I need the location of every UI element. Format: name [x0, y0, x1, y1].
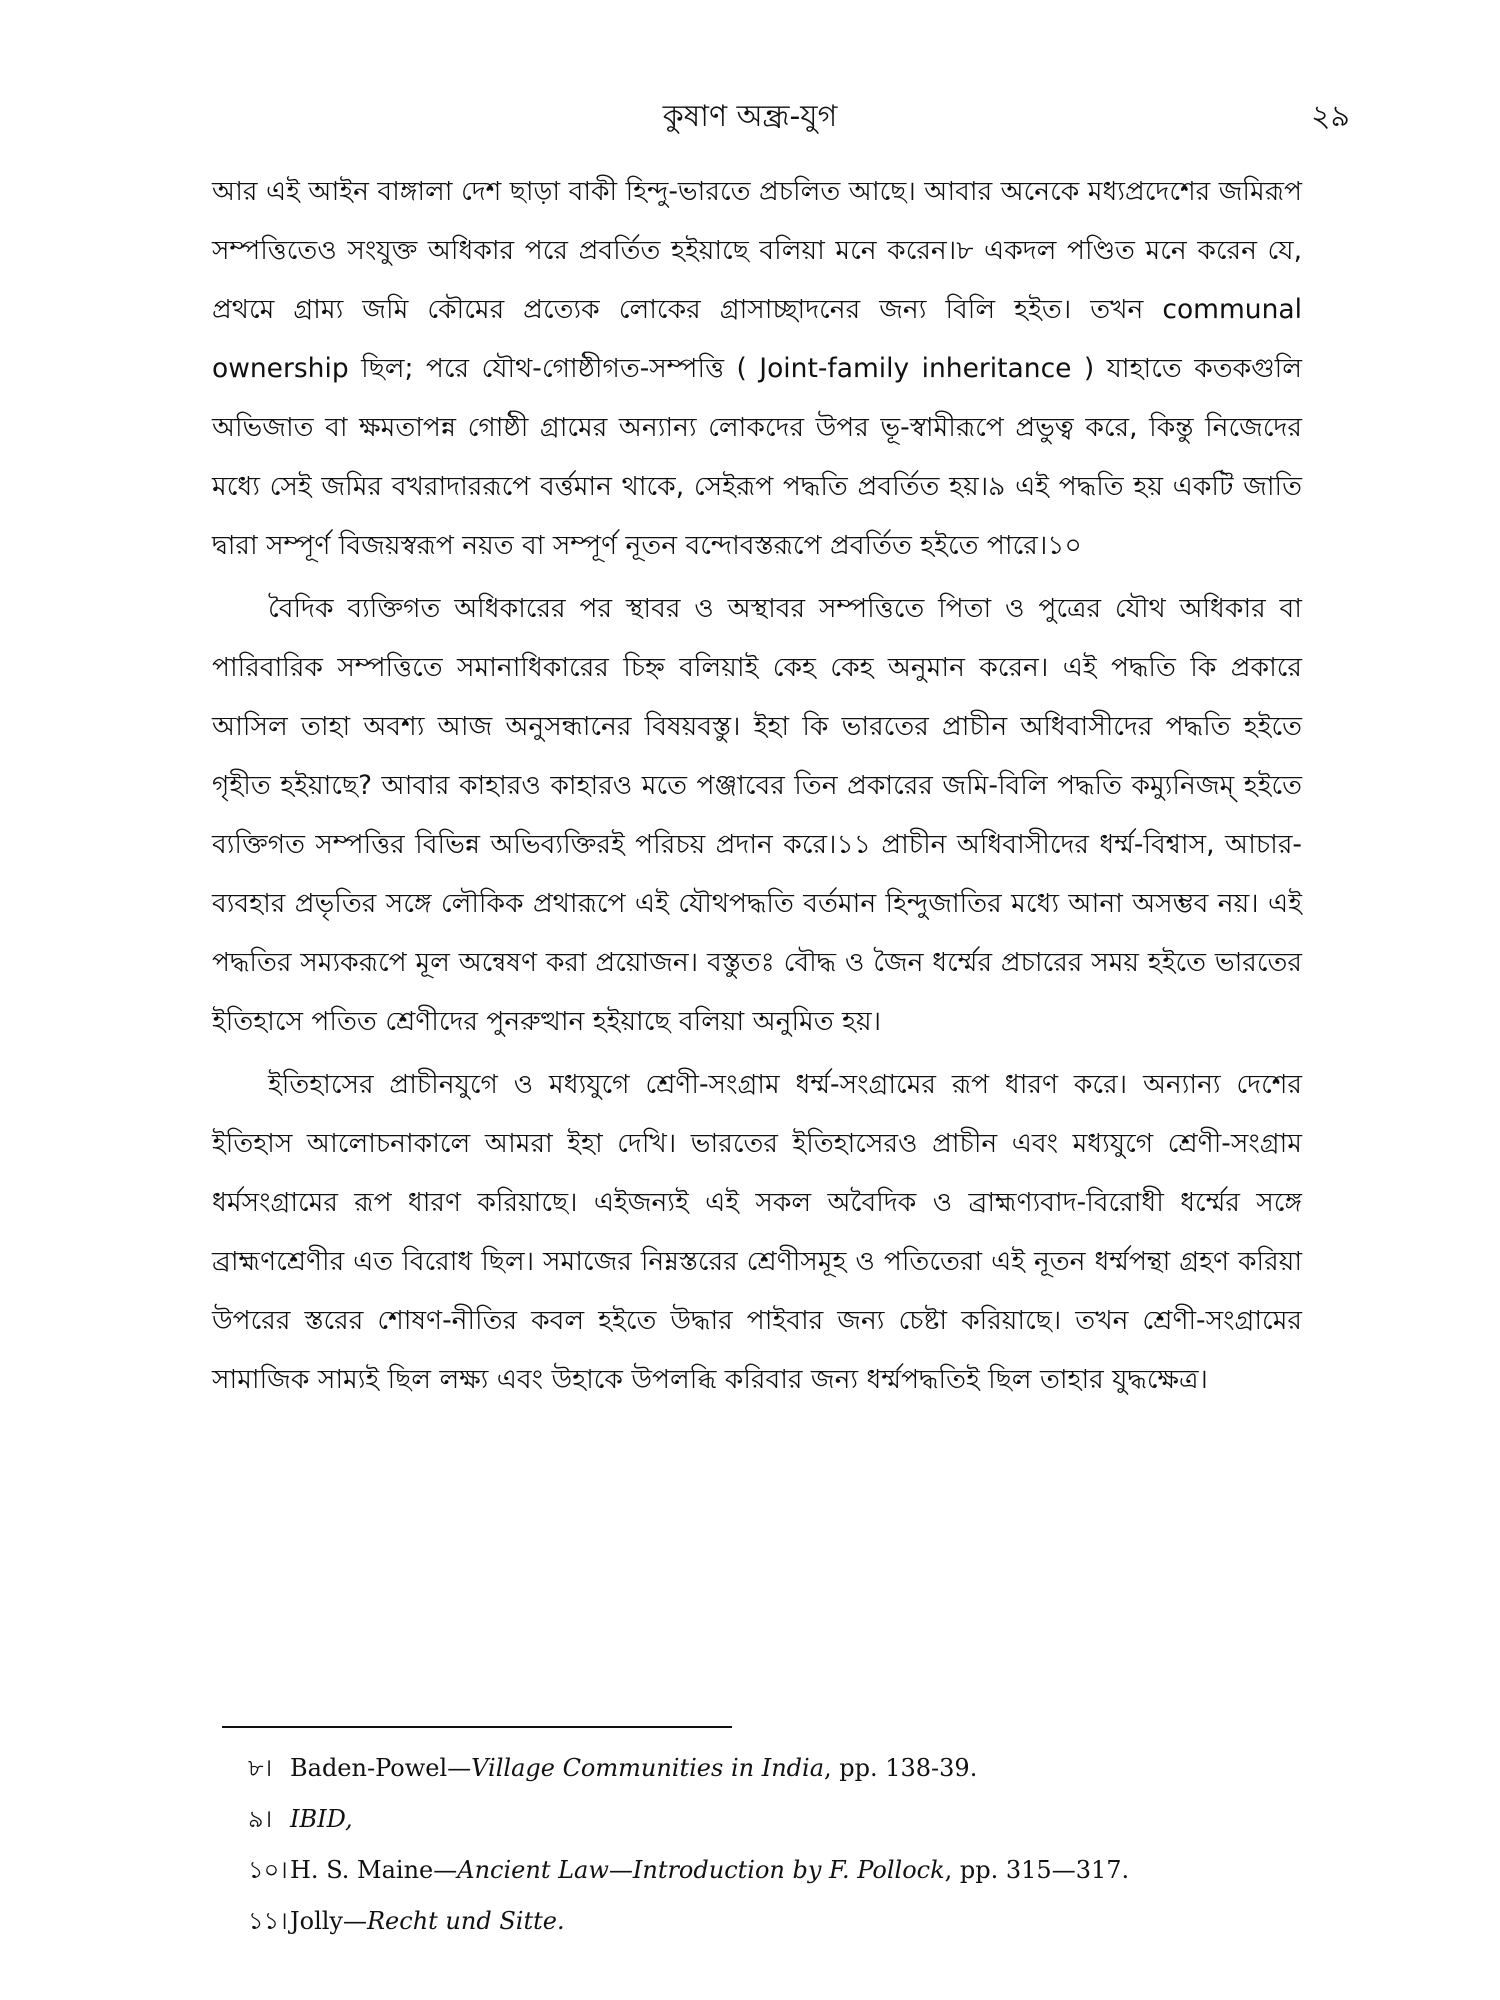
footnote-9 — [248, 1803, 1298, 1835]
footnote-mark: ১০। — [248, 1856, 288, 1884]
footnote-mark: ১১। — [248, 1907, 288, 1935]
footnote-11 — [248, 1905, 1298, 1937]
page-header — [0, 92, 1500, 142]
body-text — [212, 162, 1302, 1413]
footnote-10 — [248, 1854, 1298, 1886]
footnotes — [248, 1752, 1298, 1956]
footnote-title: Village Communities in India — [471, 1754, 824, 1782]
footnote-title: Recht und Sitte. — [366, 1907, 565, 1935]
page-number: ২৯ — [1311, 99, 1350, 134]
footnote-detail: , pp. 138-39. — [824, 1754, 978, 1782]
paragraph-1: আর এই আইন বাঙ্গালা দেশ ছাড়া বাকী হিন্দু-ভারতে প্রচলিত আছে। আবার অনেকে মধ্যপ্রদেশের জমিরূপ সম্পত্তিতেও সংযুক্ত অধিকার পরে প্রবর্তিত হইয়াছে বলিয়া মনে করেন।৮ একদল পণ্ডিত মনে করেন যে, প্রথমে গ্রাম্য জমি কৌমের প্রত্যেক লোকের গ্রাসাচ্ছাদনের জন্য বিলি হইত। তখন communal ownership ছিল; পরে যৌথ-গোষ্ঠীগত-সম্পত্তি ( Joint-family inheritance ) যাহাতে কতকগুলি অভিজাত বা ক্ষমতাপন্ন গোষ্ঠী গ্রামের অন্যান্য লোকদের উপর ভূ-স্বামীরূপে প্রভুত্ব করে, কিন্তু নিজেদের মধ্যে সেই জমির বখরাদাররূপে বর্ত্তমান থাকে, সেইরূপ পদ্ধতি প্রবর্তিত হয়।৯ এই পদ্ধতি হয় একটি জাতি দ্বারা সম্পূর্ণ বিজয়স্বরূপ নয়ত বা সম্পূর্ণ নূতন বন্দোবস্তরূপে প্রবর্তিত হইতে পারে।১০ — [212, 176, 1302, 561]
footnote-author: Jolly— — [290, 1907, 367, 1935]
footnote-mark: ৯। — [248, 1805, 273, 1833]
footnote-8 — [248, 1752, 1298, 1784]
footnote-divider — [222, 1726, 732, 1728]
paragraph-3: ইতিহাসের প্রাচীনযুগে ও মধ্যযুগে শ্রেণী-সংগ্রাম ধর্ম্ম-সংগ্রামের রূপ ধারণ করে। অন্যান্য দেশের ইতিহাস আলোচনাকালে আমরা ইহা দেখি। ভারতের ইতিহাসেরও প্রাচীন এবং মধ্যযুগে শ্রেণী-সংগ্রাম ধর্মসংগ্রামের রূপ ধারণ করিয়াছে। এইজন্যই এই সকল অবৈদিক ও ব্রাহ্মণ্যবাদ-বিরোধী ধর্ম্মের সঙ্গে ব্রাহ্মণশ্রেণীর এত বিরোধ ছিল। সমাজের নিম্নস্তরের শ্রেণীসমূহ ও পতিতেরা এই নূতন ধর্ম্মপন্থা গ্রহণ করিয়া উপরের স্তরের শোষণ-নীতির কবল হইতে উদ্ধার পাইবার জন্য চেষ্টা করিয়াছে। তখন শ্রেণী-সংগ্রামের সামাজিক সাম্যই ছিল লক্ষ্য এবং উহাকে উপলব্ধি করিবার জন্য ধর্ম্মপদ্ধতিই ছিল তাহার যুদ্ধক্ষেত্র। — [212, 1069, 1302, 1395]
footnote-title: IBID, — [290, 1805, 353, 1833]
running-title: কুষাণ অন্ধ্র-যুগ — [662, 99, 838, 134]
footnote-detail: , pp. 315—317. — [944, 1856, 1130, 1884]
paragraph-2: বৈদিক ব্যক্তিগত অধিকারের পর স্থাবর ও অস্থাবর সম্পত্তিতে পিতা ও পুত্রের যৌথ অধিকার বা পারিবারিক সম্পত্তিতে সমানাধিকারের চিহ্ন বলিয়াই কেহ কেহ অনুমান করেন। এই পদ্ধতি কি প্রকারে আসিল তাহা অবশ্য আজ অনুসন্ধানের বিষয়বস্তু। ইহা কি ভারতের প্রাচীন অধিবাসীদের পদ্ধতি হইতে গৃহীত হইয়াছে? আবার কাহারও কাহারও মতে পঞ্জাবের তিন প্রকারের জমি-বিলি পদ্ধতি কম্যুনিজম্ হইতে ব্যক্তিগত সম্পত্তির বিভিন্ন অভিব্যক্তিরই পরিচয় প্রদান করে।১১ প্রাচীন অধিবাসীদের ধর্ম্ম-বিশ্বাস, আচার-ব্যবহার প্রভৃতির সঙ্গে লৌকিক প্রথারূপে এই যৌথপদ্ধতি বর্তমান হিন্দুজাতির মধ্যে আনা অসম্ভব নয়। এই পদ্ধতির সম্যকরূপে মূল অন্বেষণ করা প্রয়োজন। বস্তুতঃ বৌদ্ধ ও জৈন ধর্ম্মের প্রচারের সময় হইতে ভারতের ইতিহাসে পতিত শ্রেণীদের পুনরুত্থান হইয়াছে বলিয়া অনুমিত হয়। — [212, 593, 1302, 1037]
footnote-title: Ancient Law—Introduction by F. Pollock — [457, 1856, 945, 1884]
footnote-mark: ৮। — [248, 1754, 273, 1782]
footnote-author: Baden-Powel— — [290, 1754, 472, 1782]
footnote-author: H. S. Maine— — [290, 1856, 458, 1884]
